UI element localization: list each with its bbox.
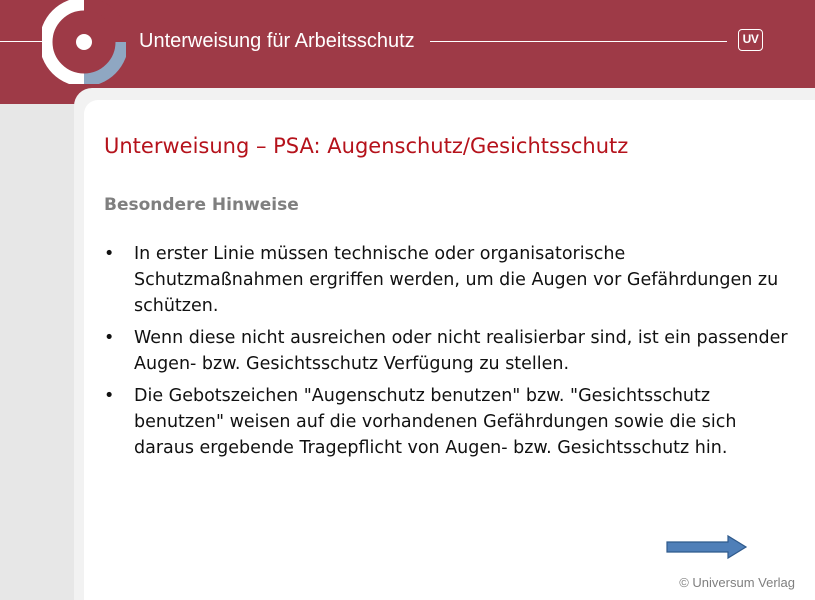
bullet-item — [104, 325, 794, 377]
bullet-text: Die Gebotszeichen "Augenschutz benutzen" bzw. "Gesichtsschutz benutzen" weisen auf die vorhandenen Gefährdungen sowie die sich daraus ergebende Tragepflicht von Augen- bzw. Gesichtsschutz hin. — [134, 386, 737, 458]
bullet-dot: • — [104, 244, 115, 264]
bullet-list — [104, 241, 794, 467]
header-divider-left — [0, 41, 48, 42]
bullet-dot: • — [104, 386, 115, 406]
header-title: Unterweisung für Arbeitsschutz — [139, 30, 415, 52]
bullet-text: Wenn diese nicht ausreichen oder nicht realisierbar sind, ist ein passender Augen- bzw. Gesichtsschutz Verfügung zu stellen. — [134, 328, 788, 374]
ring-logo-icon — [42, 0, 126, 84]
bullet-dot: • — [104, 328, 115, 348]
slide-subtitle: Besondere Hinweise — [104, 195, 299, 215]
copyright-text: © Universum Verlag — [679, 575, 795, 590]
bullet-item — [104, 383, 794, 461]
slide-title: Unterweisung – PSA: Augenschutz/Gesichtsschutz — [104, 134, 629, 158]
right-arrow-icon[interactable] — [666, 534, 748, 560]
bullet-item — [104, 241, 794, 319]
uv-logo-badge: UV — [738, 29, 763, 51]
header-divider-right — [430, 41, 727, 42]
bullet-text: In erster Linie müssen technische oder organisatorische Schutzmaßnahmen ergriffen werden, um die Augen vor Gefährdungen zu schützen. — [134, 244, 779, 316]
